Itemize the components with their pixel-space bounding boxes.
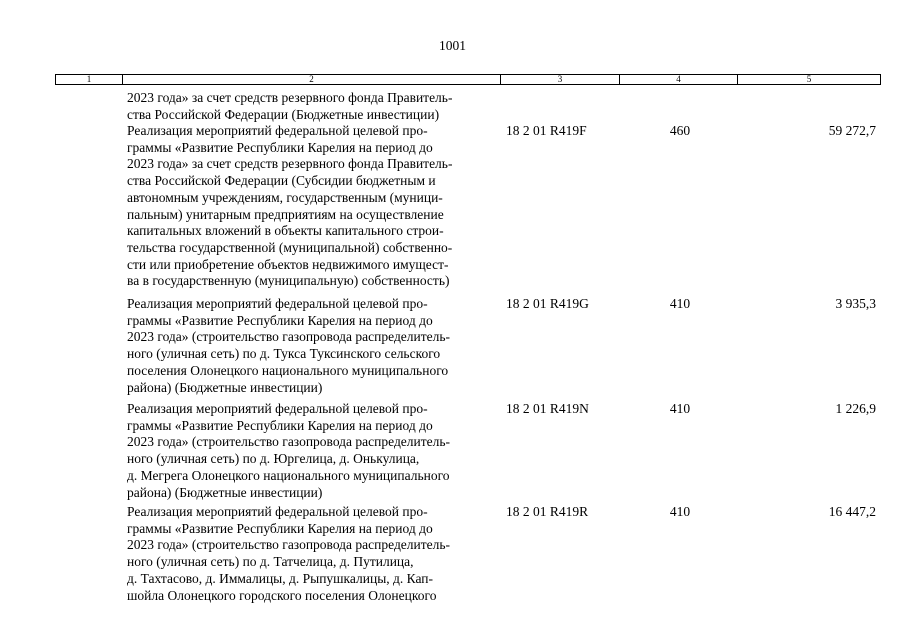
column-header-3: 3 <box>501 75 620 85</box>
row-type: 410 <box>669 296 691 311</box>
row-code: 18 2 01 R419R <box>506 504 589 519</box>
row-code: 18 2 01 R419N <box>506 401 589 416</box>
row-amount: 1 226,9 <box>835 401 876 416</box>
column-header-row <box>55 74 881 85</box>
row-description: Реализация мероприятий федеральной целевой про- граммы «Развитие Республики Карелия на период до 2023 года» (строительство газопровода распределитель- ного (уличная сеть) по д. Тукса Туксинского сельского поселения Олонецкого национального муниципального района) (Бюджетные инвестиции) <box>127 296 451 395</box>
row-description: Реализация мероприятий федеральной целевой про- граммы «Развитие Республики Карелия на период до 2023 года» (строительство газопровода распределитель- ного (уличная сеть) по д. Татчелица, д. Путилица, д. Тахтасово, д. Иммалицы, д. Рыпушкалицы, д. Кап- шойла Олонецкого городского поселения Олонецкого <box>127 504 451 603</box>
row-code: 18 2 01 R419G <box>506 296 589 311</box>
continuation-text: 2023 года» за счет средств резервного фонда Правитель- ства Российской Федерации (Бюджетные инвестиции) <box>127 90 453 122</box>
row-description: Реализация мероприятий федеральной целевой про- граммы «Развитие Республики Карелия на период до 2023 года» за счет средств резервного фонда Правитель- ства Российской Федерации (Субсидии бюджетным и автономным учреждениям, государственным (муници- пальным) унитарным предприятиям на осуществление капитальных вложений в объекты капитального строи- тельства государственной (муниципальной) собственно- сти или приобретение объектов недвижимого имущест- ва в государственную (муниципальную) собственность) <box>127 123 453 289</box>
column-header-1: 1 <box>56 75 123 85</box>
row-amount: 16 447,2 <box>828 504 876 519</box>
column-header-2: 2 <box>123 75 501 85</box>
row-amount: 59 272,7 <box>828 123 876 138</box>
row-type: 460 <box>669 123 691 138</box>
row-type: 410 <box>669 504 691 519</box>
row-description: Реализация мероприятий федеральной целевой про- граммы «Развитие Республики Карелия на период до 2023 года» (строительство газопровода распределитель- ного (уличная сеть) по д. Юргелица, д. Онькулица, д. Мегрега Олонецкого национального муниципального района) (Бюджетные инвестиции) <box>127 401 451 500</box>
column-header-4: 4 <box>620 75 738 85</box>
row-amount: 3 935,3 <box>835 296 876 311</box>
column-header-5: 5 <box>738 75 881 85</box>
row-code: 18 2 01 R419F <box>506 123 587 138</box>
page-number: 1001 <box>439 38 466 53</box>
row-type: 410 <box>669 401 691 416</box>
